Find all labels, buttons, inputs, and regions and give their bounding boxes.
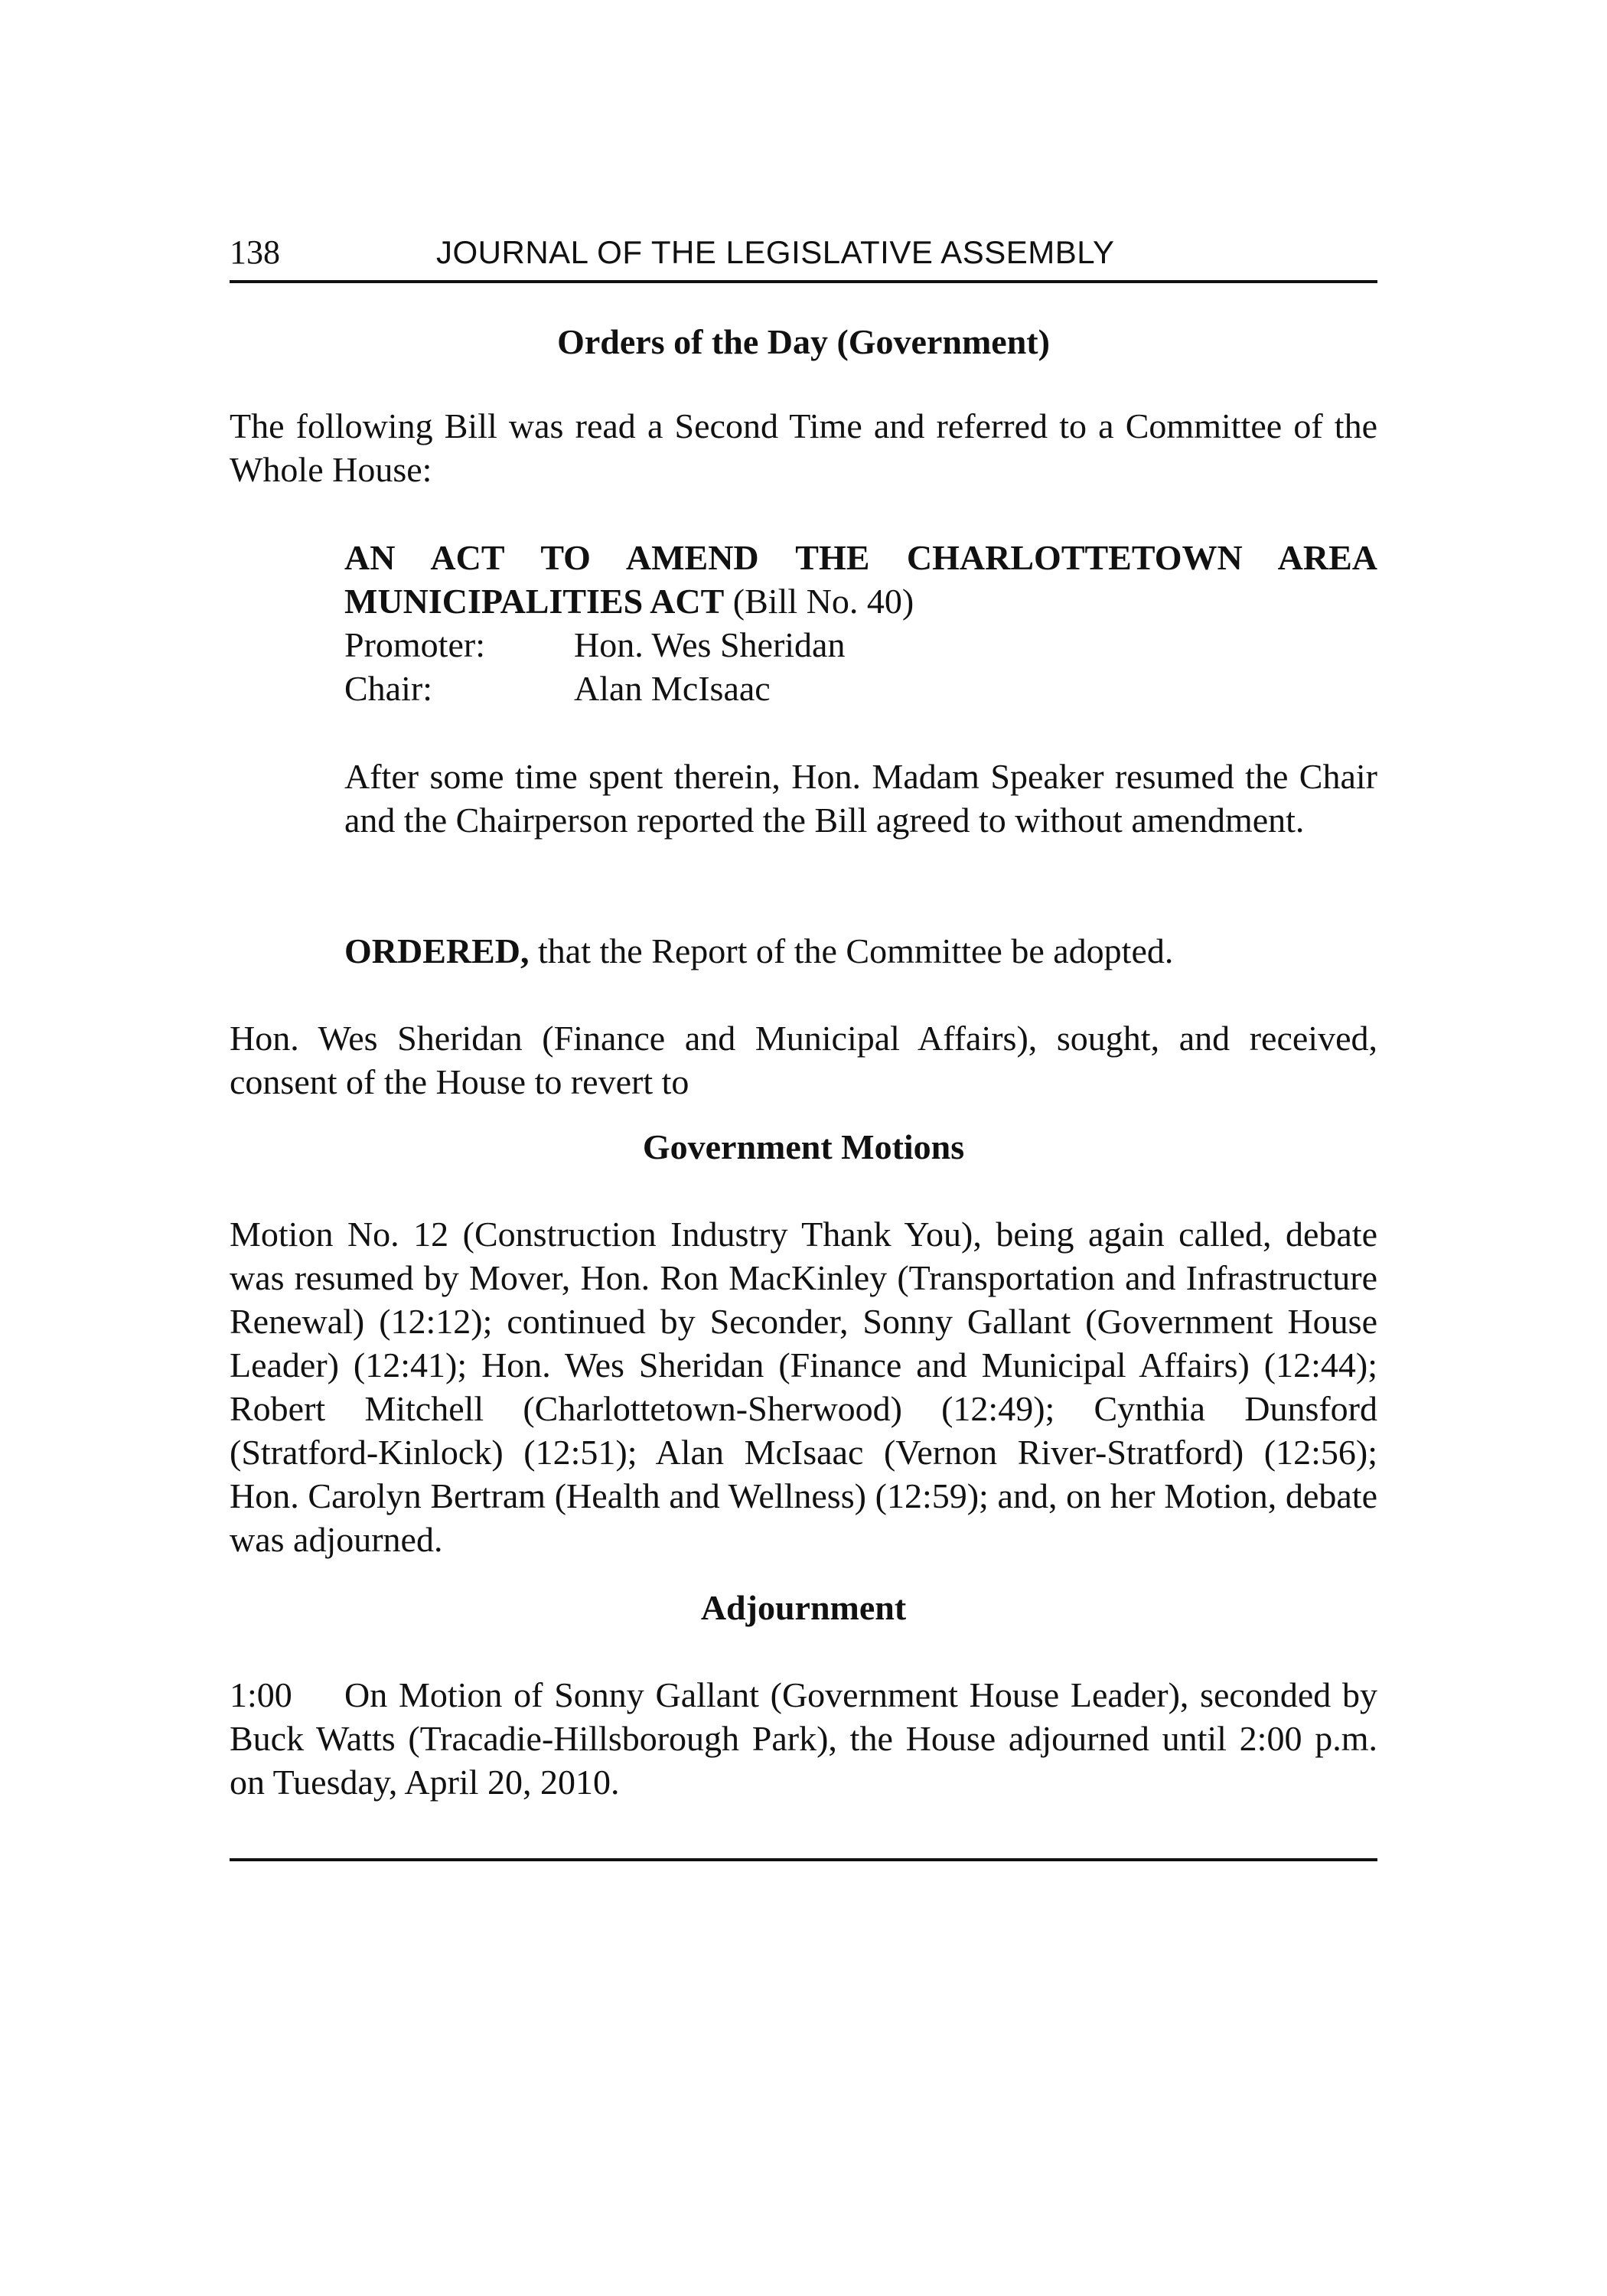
orders-heading: Orders of the Day (Government) (557, 322, 1050, 361)
promoter-value: Hon. Wes Sheridan (574, 625, 846, 664)
bill-number: (Bill No. 40) (732, 582, 914, 621)
ordered-paragraph (344, 929, 1377, 973)
ordered-label: ORDERED, (344, 931, 530, 970)
adjournment-text: On Motion of Sonny Gallant (Government House Leader), seconded by Buck Watts (Tracadie-Hillsborough Park), the House adjourned until 2:00 p.m. on Tuesday, April 20, 2010. (230, 1675, 1377, 1802)
revert-paragraph: Hon. Wes Sheridan (Finance and Municipal Affairs), sought, and received, consent of the House to revert to (230, 1019, 1377, 1101)
bill-title-paragraph (344, 536, 1377, 623)
adjournment-time: 1:00 (230, 1675, 292, 1714)
page-header (230, 230, 1377, 283)
chair-value: Alan McIsaac (574, 669, 771, 708)
adjournment-paragraph (230, 1673, 1377, 1804)
bill-intro-paragraph: The following Bill was read a Second Time and referred to a Committee of the Whole House: (230, 406, 1377, 489)
promoter-label: Promoter: (344, 625, 485, 664)
running-head: JOURNAL OF THE LEGISLATIVE ASSEMBLY (436, 234, 1115, 270)
motion-debate-paragraph: Motion No. 12 (Construction Industry Thank You), being again called, debate was resumed by Mover, Hon. Ron MacKinley (Transportation and Infrastructure Renewal) (12:12); continued by Seconder, Sonny Gallant (Government House Leader) (12:41); Hon. Wes Sheridan (Finance and Municipal Affairs) (12:44); Robert Mitchell (Charlottetown-Sherwood) (12:49); Cynthia Dunsford (Stratford-Kinlock) (12:51); Alan McIsaac (Vernon River-Stratford) (12:56); Hon. Carolyn Bertram (Health and Wellness) (12:59); and, on her Motion, debate was adjourned. (230, 1215, 1377, 1559)
committee-report-paragraph: After some time spent therein, Hon. Madam Speaker resumed the Chair and the Chairperson reported the Bill agreed to without amendment. (344, 757, 1377, 840)
adjournment-heading: Adjournment (700, 1588, 907, 1627)
promoter-row (344, 623, 1377, 667)
chair-row (344, 667, 1377, 710)
bill-officers (344, 623, 1377, 710)
journal-page (230, 230, 1377, 1913)
motions-heading: Government Motions (642, 1127, 965, 1166)
footer-rule (230, 1858, 1377, 1861)
page-number: 138 (230, 233, 280, 271)
bill-title: AN ACT TO AMEND THE CHARLOTTETOWN AREA MUNICIPALITIES ACT (344, 538, 1377, 621)
ordered-text: that the Report of the Committee be adopted. (538, 931, 1174, 970)
chair-label: Chair: (344, 669, 432, 708)
